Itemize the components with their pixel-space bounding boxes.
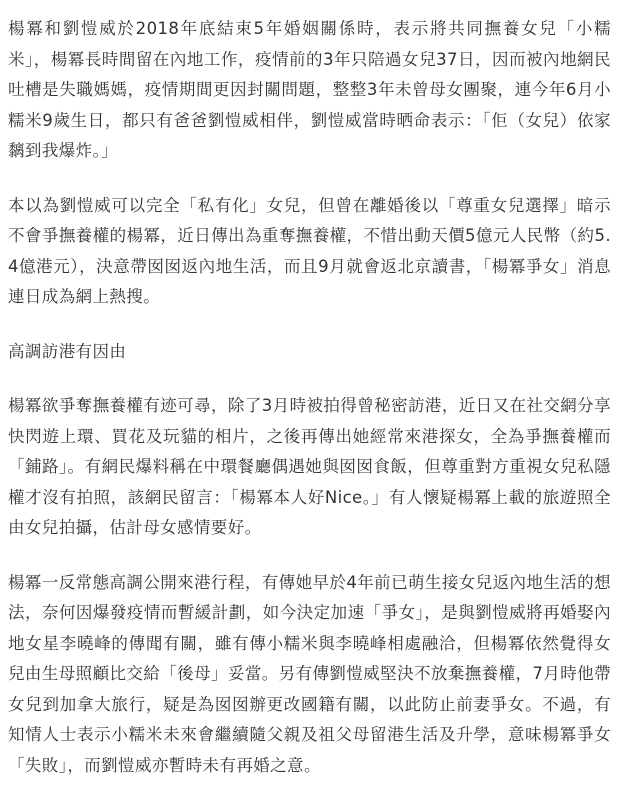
article-body [8,14,611,805]
paragraph-remarriage-rumor: 楊冪一反常態高調公開來港行程，有傳她早於4年前已萌生接女兒返內地生活的想法，奈何因爆發疫情而暫緩計劃，如今決定加速「爭女」，是與劉愷威將再婚娶內地女星李曉峰的傳聞有關，雖有傳小糯米與李曉峰相處融洽，但楊冪依然覺得女兒由生母照顧比交給「後母」妥當。另有傳劉愷威堅決不放棄撫養權，7月時他帶女兒到加拿大旅行，疑是為囡囡辦更改國籍有關，以此防止前妻爭女。不過，有知情人士表示小糯米未來會繼續隨父親及祖父母留港生活及升學，意味楊冪爭女「失敗」，而劉愷威亦暫時未有再婚之意。 [8,572,611,775]
paragraph-custody-bid: 本以為劉愷威可以完全「私有化」女兒，但曾在離婚後以「尊重女兒選擇」暗示不會爭撫養權的楊冪，近日傳出為重奪撫養權，不惜出動天價5億元人民幣（約5.4億港元），決意帶囡囡返內地生活，而且9月就會返北京讀書，「楊冪爭女」消息連日成為網上熱搜。 [8,195,611,306]
section-subheading: 高調訪港有因由 [8,341,127,361]
paragraph-hk-visits: 楊冪欲爭奪撫養權有迹可尋，除了3月時被拍得曾秘密訪港，近日又在社交網分享快閃遊上環、買花及玩貓的相片，之後再傳出她經常來港探女，全為爭撫養權而「鋪路」。有網民爆料稱在中環餐廳偶遇她與囡囡食飯，但尊重對方重視女兒私隱權才沒有拍照，該網民留言：「楊冪本人好Nice。」有人懷疑楊冪上載的旅遊照全由女兒拍攝，估計母女感情要好。 [8,396,611,537]
paragraph-custody-background: 楊冪和劉愷威於2018年底結束5年婚姻關係時，表示將共同撫養女兒「小糯米」，楊冪長時間留在內地工作，疫情前的3年只陪過女兒37日，因而被內地網民吐槽是失職媽媽，疫情期間更因封關問題，整整3年未曾母女團聚，連今年6月小糯米9歲生日，都只有爸爸劉愷威相伴，劉愷威當時晒命表示：「佢（女兒）依家黐到我爆炸。」 [8,19,611,160]
